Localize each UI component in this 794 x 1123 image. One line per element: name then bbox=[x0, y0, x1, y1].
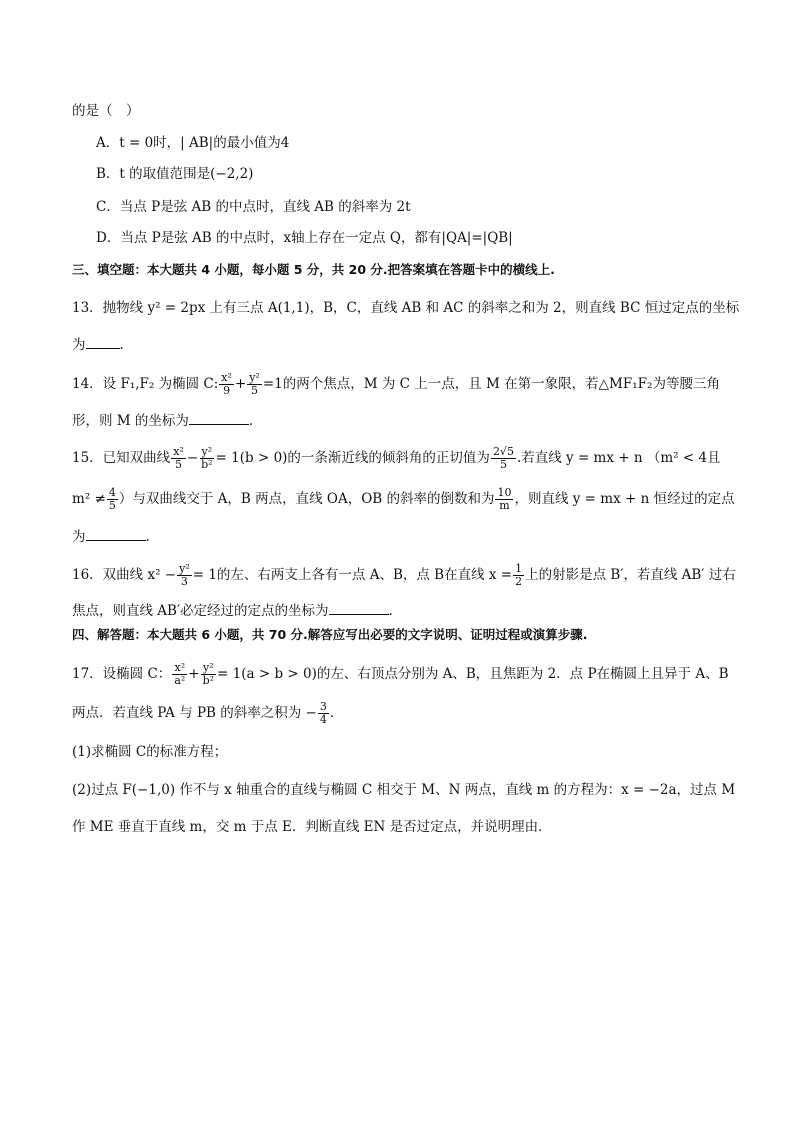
q12-option-b: B．t 的取值范围是(−2,2) bbox=[96, 166, 254, 182]
denominator: b² bbox=[201, 458, 213, 471]
q16-line2 bbox=[72, 600, 393, 622]
fraction bbox=[491, 446, 516, 471]
section-4-heading: 四、解答题：本大题共 6 小题，共 70 分.解答应写出必要的文字说明、证明过程或演算步骤. bbox=[72, 627, 588, 642]
q15-line1 bbox=[72, 446, 721, 471]
fraction bbox=[318, 701, 329, 726]
q16-line2-text: 焦点，则直线 AB′必定经过的定点的坐标为 bbox=[72, 603, 329, 619]
q13-end: . bbox=[119, 337, 124, 353]
q15-line2 bbox=[72, 487, 735, 512]
q17-text-a: 17．设椭圆 C： bbox=[72, 666, 172, 682]
q16-answer-blank bbox=[329, 600, 389, 615]
numerator: 10 bbox=[497, 486, 512, 499]
minus-sign: − bbox=[186, 450, 199, 466]
q14-text-a: 14．设 F₁,F₂ 为椭圆 C: bbox=[72, 376, 219, 392]
q14-text-b: =1的两个焦点，M 为 C 上一点，且 M 在第一象限，若△MF₁F₂为等腰三角 bbox=[262, 376, 720, 392]
numerator: 4 bbox=[108, 486, 116, 499]
q15-line3-text: 为 bbox=[72, 529, 86, 545]
q15-text-e: ）与双曲线交于 A，B 两点，直线 OA，OB 的斜率的倒数和为 bbox=[118, 491, 495, 507]
q12-option-d: D．当点 P是弦 AB 的中点时，x轴上存在一定点 Q，都有|QA|=|QB| bbox=[96, 230, 513, 246]
numerator: y² bbox=[249, 371, 260, 384]
q14-end: . bbox=[248, 413, 254, 429]
numerator: x² bbox=[221, 371, 232, 384]
fraction bbox=[172, 662, 187, 687]
fraction bbox=[199, 446, 214, 471]
denominator: 3 bbox=[180, 575, 188, 588]
denominator: b² bbox=[202, 674, 215, 687]
fraction bbox=[495, 487, 513, 512]
numerator: y² bbox=[201, 445, 213, 458]
plus-sign: + bbox=[188, 666, 200, 682]
q17-part3: 作 ME 垂直于直线 m，交 m 于点 E．判断直线 EN 是否过定点，并说明理由． bbox=[72, 819, 552, 835]
q17-line1 bbox=[72, 662, 729, 687]
q15-text-c: .若直线 y = mx + n （m² < 4且 bbox=[516, 450, 721, 466]
fraction bbox=[177, 563, 192, 588]
q15-text-b: = 1(b > 0)的一条渐近线的倾斜角的正切值为 bbox=[215, 450, 490, 466]
q16-text-c: 上的射影是点 B′，若直线 AB′ 过右 bbox=[525, 567, 736, 583]
q16-text-a: 16．双曲线 x² − bbox=[72, 567, 177, 583]
numerator: x² bbox=[174, 661, 186, 674]
fraction bbox=[201, 662, 216, 687]
numerator: y² bbox=[179, 562, 190, 575]
q16-end: . bbox=[388, 603, 393, 619]
q15-text-d: m² ≠ bbox=[72, 491, 106, 507]
denominator: 5 bbox=[175, 458, 182, 471]
q13-line2 bbox=[72, 334, 124, 356]
numerator: 3 bbox=[319, 700, 327, 713]
q14-line2 bbox=[72, 410, 253, 432]
q12-tail: 的是（ ） bbox=[72, 103, 140, 119]
numerator: 1 bbox=[515, 562, 523, 575]
q17-part2: (2)过点 F(−1,0) 作不与 x 轴重合的直线与椭圆 C 相交于 M、N 两点，直线 m 的方程为：x = −2a，过点 M bbox=[72, 782, 736, 798]
q15-answer-blank bbox=[86, 526, 146, 541]
q17-text-b: = 1(a > b > 0)的左、右顶点分别为 A、B，且焦距为 2．点 P在椭圆上且异于 A、B bbox=[217, 666, 729, 682]
denominator: 9 bbox=[223, 384, 231, 397]
numerator: y² bbox=[203, 661, 214, 674]
q16-text-b: = 1的左、右两支上各有一点 A、B，点 B在直线 x = bbox=[192, 567, 513, 583]
q13-line2-text: 为 bbox=[72, 337, 86, 353]
fraction bbox=[219, 372, 234, 397]
q15-text-f: ，则直线 y = mx + n 恒经过的定点 bbox=[514, 491, 735, 507]
q16-line1 bbox=[72, 563, 736, 588]
q15-text-a: 15．已知双曲线 bbox=[72, 450, 171, 466]
q17-text-d: ． bbox=[329, 705, 344, 721]
q17-line2 bbox=[72, 701, 343, 726]
q17-part1: (1)求椭圆 C的标准方程； bbox=[72, 744, 228, 760]
q14-line2-text: 形，则 M 的坐标为 bbox=[72, 413, 189, 429]
q14-answer-blank bbox=[189, 410, 249, 425]
q15-end: . bbox=[145, 529, 150, 545]
fraction bbox=[513, 563, 524, 588]
q12-option-c: C．当点 P是弦 AB 的中点时，直线 AB 的斜率为 2t bbox=[96, 199, 411, 215]
plus-sign: + bbox=[234, 376, 247, 392]
section-3-heading: 三、填空题：本大题共 4 小题，每小题 5 分，共 20 分.把答案填在答题卡中的横线上. bbox=[72, 262, 555, 277]
q12-option-a: A．t = 0时，| AB|的最小值为4 bbox=[96, 135, 290, 151]
denominator: 5 bbox=[251, 384, 259, 397]
q15-line3 bbox=[72, 526, 150, 548]
denominator: a² bbox=[174, 674, 186, 687]
q13-line1: 13．抛物线 y² = 2px 上有三点 A(1,1)，B，C，直线 AB 和 AC 的斜率之和为 2，则直线 BC 恒过定点的坐标 bbox=[72, 300, 740, 316]
denominator: 5 bbox=[108, 499, 116, 512]
fraction bbox=[107, 487, 118, 512]
q13-answer-blank bbox=[86, 334, 120, 349]
fraction bbox=[171, 446, 186, 471]
q14-line1 bbox=[72, 372, 720, 397]
q17-text-c: 两点．若直线 PA 与 PB 的斜率之积为 − bbox=[72, 705, 317, 721]
denominator: 5 bbox=[499, 458, 507, 471]
denominator: m bbox=[499, 499, 510, 512]
denominator: 2 bbox=[515, 575, 523, 588]
numerator: 2√5 bbox=[492, 445, 514, 458]
fraction bbox=[247, 372, 262, 397]
numerator: x² bbox=[173, 445, 184, 458]
denominator: 4 bbox=[319, 713, 327, 726]
